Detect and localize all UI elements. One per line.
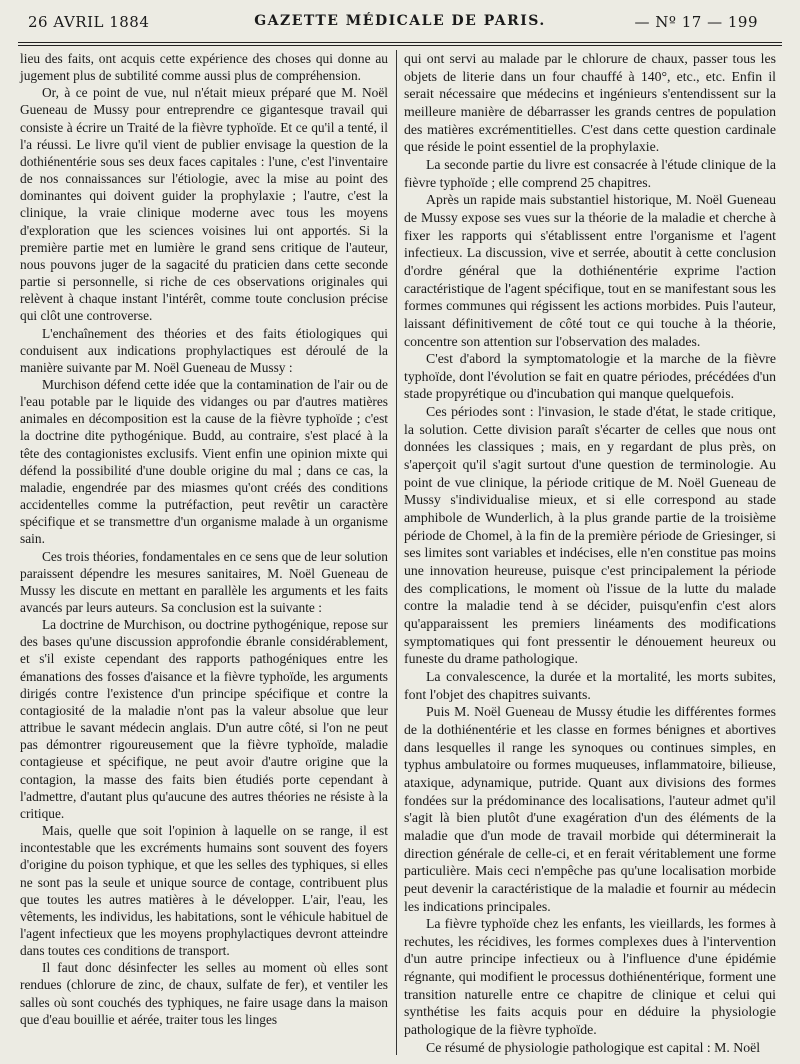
page-header bbox=[0, 0, 800, 40]
paragraph: Il faut donc désinfecter les selles au moment où elles sont rendues (chlorure de zinc, de chaux, sulfate de fer), et ventiler les salles où sont couchés des typhiques, ne faire usage dans la maison que d'eau bouillie et aérée, traiter tous les linges bbox=[20, 960, 388, 1027]
column-divider bbox=[396, 50, 397, 1055]
header-rule-secondary bbox=[18, 45, 782, 46]
header-journal-title: GAZETTE MÉDICALE DE PARIS. bbox=[254, 13, 546, 29]
paragraph: Ce résumé de physiologie pathologique est capital : M. Noël bbox=[426, 1039, 761, 1055]
header-rule bbox=[18, 42, 782, 43]
paragraph: La seconde partie du livre est consacrée à l'étude clinique de la fièvre typhoïde ; elle comprend 25 chapitres. bbox=[404, 156, 776, 190]
paragraph: L'enchaînement des théories et des faits étiologiques qui conduisent aux indications prophylactiques est déroulé de la manière suivante par M. Noël Gueneau de Mussy : bbox=[20, 325, 388, 375]
paragraph: Murchison défend cette idée que la contamination de l'air ou de l'eau potable par le liquide des vidanges ou par d'autres matières animales en décomposition est la cause de la fièvre typhoïde ; c'est la doctrine dite pythogénique. Budd, au contraire, s'est placé à la tête des contagionistes exclusifs. Vient enfin une opinion mixte qui défend la possibilité d'une double origine du mal ; dans ce cas, la maladie, engendrée par des miasmes qu'ont créés des conditions accidentelles comme la putréfaction, peut revêtir un caractère spécifique et se transmettre d'un organisme malade à un organisme sain. bbox=[20, 376, 388, 547]
paragraph: Après un rapide mais substantiel historique, M. Noël Gueneau de Mussy expose ses vues sur la théorie de la maladie et cherche à fixer les rapports qui s'établissent entre l'organisme et l'agent infectieux. La discussion, vive et serrée, aboutit à cette conclusion d'ordre général que la dothiénentérie exprime l'action caractéristique de l'agent spécifique, tout en se manifestant sous les formes communes qui régissent les actions morbides. Puis l'auteur, laissant définitivement de côté tout ce qui touche à la théorie, concentre son attention sur l'observation des malades. bbox=[404, 192, 776, 349]
paragraph: La convalescence, la durée et la mortalité, les morts subites, font l'objet des chapitres suivants. bbox=[404, 668, 776, 702]
paragraph: Ces trois théories, fondamentales en ce sens que de leur solution paraissent dépendre les mesures sanitaires, M. Noël Gueneau de Mussy les discute en mettant en parallèle les arguments et les faits avancés par leurs auteurs. Sa conclusion est la suivante : bbox=[20, 548, 388, 615]
paragraph: La fièvre typhoïde chez les enfants, les vieillards, les formes à rechutes, les récidives, les formes complexes dues à l'intervention d'un autre principe infectieux ou à l'influence d'une épidémie régnante, qui modifient le processus dothiénentérique, forment une transition naturelle entre ce chapitre de clinique et celui qui synthétise les faits acquis pour en déduire la physiologie pathologique de la fièvre typhoïde. bbox=[404, 916, 776, 1038]
header-issue-page: — Nº 17 — 199 bbox=[634, 13, 758, 31]
paragraph: Mais, quelle que soit l'opinion à laquelle on se range, il est incontestable que les excréments humains sont souvent des foyers d'origine du poison typhique, et que les selles des typhiques, si elles ne sont pas la seule et unique source de contage, contribuent plus que toutes les autres matières à le développer. L'air, l'eau, les vêtements, les individus, les habitations, sont le véhicule habituel de l'agent infectieux que les moyens prophylactiques devront atteindre dans toutes ces conditions de transport. bbox=[20, 823, 388, 959]
paragraph: Or, à ce point de vue, nul n'était mieux préparé que M. Noël Gueneau de Mussy pour entreprendre ce gigantesque travail qui consiste à écrire un Traité de la fièvre typhoïde. Et ce qu'il a tenté, il l'a réussi. Le livre qu'il vient de publier envisage la question de la dothiénentérie sous ses deux faces capitales : l'une, c'est l'inventaire de nos connaissances sur l'étiologie, avec la mise au point des dominantes qui doivent guider la prophylaxie ; l'autre, c'est la clinique, la vraie clinique moderne avec tous les moyens d'exploration que les sciences voisines lui ont apportés. Si la première partie met en lumière le grand sens critique de l'auteur, nous pouvons juger de la sagacité du praticien dans cette seconde partie si personnelle, si riche de ces observations originales qui relèvent à chaque instant l'intérêt, comme toute conclusion précise qui clôt une controverse. bbox=[20, 85, 388, 324]
paragraph: La doctrine de Murchison, ou doctrine pythogénique, repose sur des bases qu'une discussion approfondie ébranle considérablement, et s'il existe cependant des rapports pathogéniques entre les émanations des fosses d'aisance et la fièvre typhoïde, les arguments dirigés contre l'existence d'un principe spécifique et contre la contagiosité de la maladie n'ont pas la valeur absolue que leur attribue le savant médecin anglais. D'un autre côté, si l'on ne peut pas démontrer rigoureusement que la fièvre typhoïde, maladie contagieuse et spécifique, ne peut avoir d'autre origine que la contagion, la masse des faits bien étudiés porte cependant à l'admettre, d'autant plus qu'aucune des autres théories ne résiste à la critique. bbox=[20, 617, 388, 821]
paragraph: lieu des faits, ont acquis cette expérience des choses qui donne au jugement plus de subtilité comme aussi plus de compréhension. bbox=[20, 51, 388, 84]
paragraph: Ces périodes sont : l'invasion, le stade d'état, le stade critique, la solution. Cette division paraît s'écarter de celles que nous ont données les classiques ; mais, en y regardant de plus près, on s'aperçoit qu'il s'agit surtout d'une question de terminologie. Au point de vue clinique, la période critique de M. Noël Gueneau de Mussy s'individualise mieux, et si elle correspond au stade amphibole de Wunderlich, à la plus grande partie de la troisième période de Chomel, à la fin de la première période de Griesinger, si ses limites sont variables et indécises, elle n'en constitue pas moins une innovation heureuse, puisque c'est principalement la période des complications, le moment où l'issue de la lutte du malade contre la maladie tend à se décider, puisqu'enfin c'est alors qu'apparaissent les premiers linéaments des modifications symptomatiques qui font pressentir le dénouement heureux ou funeste du drame pathologique. bbox=[404, 404, 776, 667]
right-column bbox=[404, 50, 776, 1056]
paragraph: C'est d'abord la symptomatologie et la marche de la fièvre typhoïde, dont l'évolution se fait en quatre périodes, précédées d'un stade propyrétique ou d'incubation qui manque quelquefois. bbox=[404, 351, 776, 402]
paragraph: qui ont servi au malade par le chlorure de chaux, passer tous les objets de literie dans un four chauffé à 140°, etc., etc. Enfin il serait nécessaire que médecins et ingénieurs s'entendissent sur la meilleure manière de débarrasser les grands centres de population des matières excrémentitielles. C'est dans cette question cardinale que réside le point essentiel de la prophylaxie. bbox=[404, 51, 776, 155]
left-column bbox=[20, 50, 388, 1028]
paragraph: Puis M. Noël Gueneau de Mussy étudie les différentes formes de la dothiénentérie et les classe en formes bénignes et abortives dans lesquelles il range les synoques ou continues simples, en typhus ambulatoire ou formes muqueuses, inflammatoire, bilieuse, ataxique, adynamique, putride. Quant aux divisions des formes fondées sur la prédominance des localisations, l'auteur admet qu'il s'agit là bien plutôt d'une exagération d'un des éléments de la maladie que d'un mode de travail morbide qui déterminerait la direction générale de celle-ci, et en ferait véritablement une forme particulière. Mais ceci n'empêche pas qu'une localisation morbide peut devenir la caractéristique de la maladie et fournir au médecin les indications principales. bbox=[404, 704, 776, 914]
header-date: 26 AVRIL 1884 bbox=[28, 13, 150, 31]
